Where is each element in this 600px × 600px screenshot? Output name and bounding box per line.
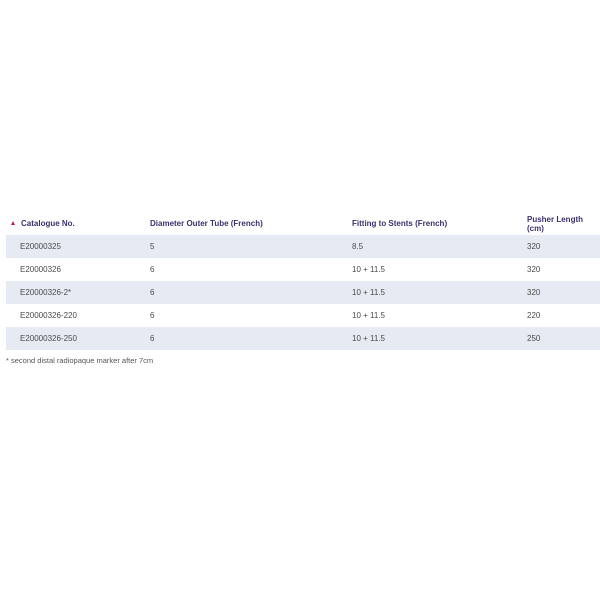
cell-fitting: 8.5 <box>352 235 527 258</box>
product-table <box>6 212 600 350</box>
cell-diameter: 6 <box>150 327 352 350</box>
cell-fitting: 10 + 11.5 <box>352 304 527 327</box>
cell-pusher: 320 <box>527 258 600 281</box>
column-header-diameter[interactable]: Diameter Outer Tube (French) <box>150 219 263 228</box>
column-header-fitting[interactable]: Fitting to Stents (French) <box>352 219 448 228</box>
footnote: * second distal radiopaque marker after 7cm <box>6 356 154 365</box>
cell-diameter: 6 <box>150 304 352 327</box>
cell-fitting: 10 + 11.5 <box>352 327 527 350</box>
cell-catalogue: E20000326-220 <box>6 304 150 327</box>
table-row <box>6 327 600 350</box>
cell-catalogue: E20000325 <box>6 235 150 258</box>
cell-diameter: 6 <box>150 258 352 281</box>
column-header-catalogue[interactable] <box>6 212 150 235</box>
cell-pusher: 320 <box>527 281 600 304</box>
cell-diameter: 6 <box>150 281 352 304</box>
table-row <box>6 235 600 258</box>
cell-pusher: 220 <box>527 304 600 327</box>
cell-fitting: 10 + 11.5 <box>352 281 527 304</box>
cell-diameter: 5 <box>150 235 352 258</box>
table-row <box>6 281 600 304</box>
cell-catalogue: E20000326-250 <box>6 327 150 350</box>
cell-pusher: 320 <box>527 235 600 258</box>
table-header-row <box>6 212 600 235</box>
column-header-pusher[interactable]: Pusher Length (cm) <box>527 214 584 233</box>
table-row <box>6 304 600 327</box>
cell-fitting: 10 + 11.5 <box>352 258 527 281</box>
sort-ascending-icon[interactable] <box>11 221 15 225</box>
column-header-catalogue-label: Catalogue No. <box>21 219 75 228</box>
table-row <box>6 258 600 281</box>
product-table-container <box>6 212 600 350</box>
cell-catalogue: E20000326-2* <box>6 281 150 304</box>
cell-pusher: 250 <box>527 327 600 350</box>
cell-catalogue: E20000326 <box>6 258 150 281</box>
